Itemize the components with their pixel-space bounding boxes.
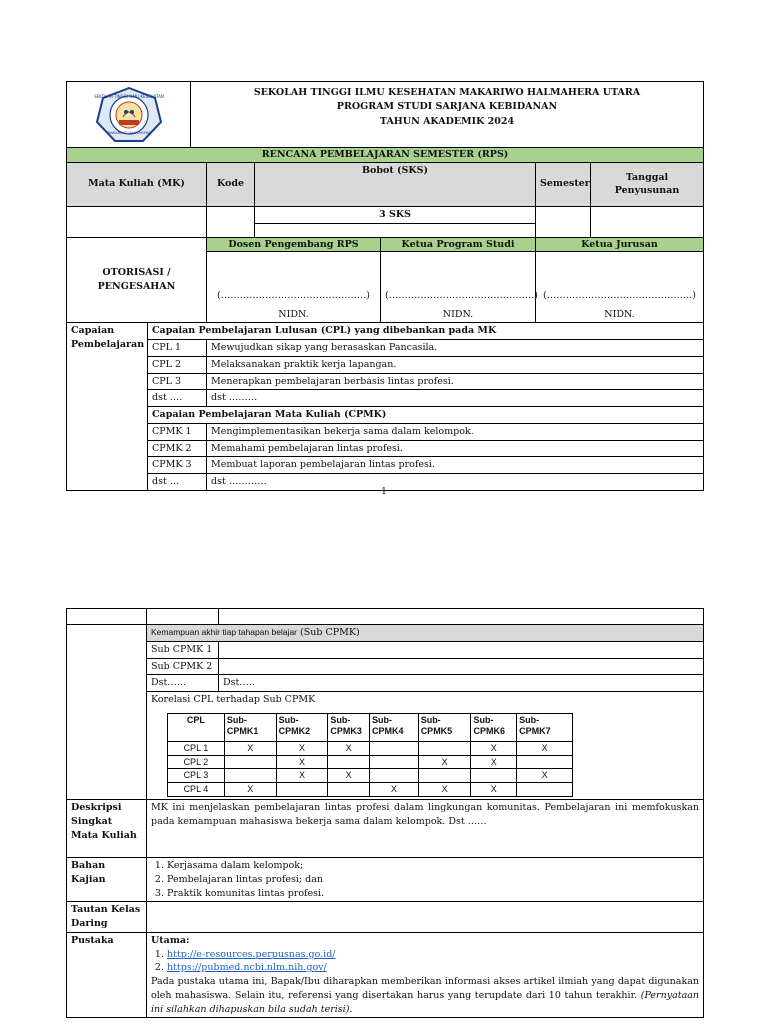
matrix-mark bbox=[369, 755, 418, 769]
kajur-header: Ketua Jurusan bbox=[536, 237, 704, 252]
matrix-mark bbox=[471, 769, 517, 783]
matrix-mark bbox=[276, 783, 328, 797]
empty-cell bbox=[219, 609, 704, 625]
matrix-row bbox=[168, 783, 573, 797]
matrix-mark: X bbox=[517, 769, 573, 783]
matrix-mark: X bbox=[418, 783, 471, 797]
cpmk-header: Capaian Pembelajaran Mata Kuliah (CPMK) bbox=[148, 407, 704, 424]
empty-cell bbox=[67, 609, 147, 625]
dosen-signature[interactable] bbox=[207, 252, 381, 323]
matrix-mark: X bbox=[328, 769, 370, 783]
pustaka-utama: Utama: bbox=[151, 934, 190, 946]
logo-cell bbox=[67, 82, 191, 148]
semester-value[interactable] bbox=[536, 206, 591, 237]
matrix-header: CPL bbox=[168, 713, 225, 741]
kaprodi-header: Ketua Program Studi bbox=[381, 237, 536, 252]
matrix-mark bbox=[369, 741, 418, 755]
bahan-item: 3. Praktik komunitas lintas profesi. bbox=[167, 887, 699, 901]
subcpmk-code: Sub CPMK 1 bbox=[147, 641, 219, 658]
bobot-sub-value[interactable] bbox=[255, 223, 536, 237]
bobot-value: 3 SKS bbox=[255, 206, 536, 223]
pustaka-content bbox=[147, 932, 704, 1018]
matrix-mark bbox=[418, 769, 471, 783]
subcpmk-text[interactable] bbox=[219, 658, 704, 675]
cpmk-text: Memahami pembelajaran lintas profesi. bbox=[207, 440, 704, 457]
tanggal-value[interactable] bbox=[591, 206, 704, 237]
col-tanggal: Tanggal Penyusunan bbox=[591, 162, 704, 206]
rps-title: RENCANA PEMBELAJARAN SEMESTER (RPS) bbox=[67, 148, 704, 163]
subcpmk-side-cell bbox=[67, 625, 147, 800]
bahan-kajian-list bbox=[147, 858, 704, 902]
matrix-mark: X bbox=[471, 783, 517, 797]
matrix-mark: X bbox=[224, 783, 276, 797]
cpl-code: CPL 3 bbox=[148, 373, 207, 390]
cpmk-code: CPMK 2 bbox=[148, 440, 207, 457]
matrix-mark bbox=[517, 755, 573, 769]
matrix-header: Sub-CPMK2 bbox=[276, 713, 328, 741]
subcpmk-header-suffix: (Sub CPMK) bbox=[300, 627, 360, 638]
pustaka-note: Pada pustaka utama ini, Bapak/Ibu diharapkan memberikan informasi akses artikel ilmiah yang dapat digunakan oleh mahasiswa. Selain itu, referensi yang disertakan harus yang terupdate dari 10 tahun terakhir. bbox=[151, 976, 699, 1001]
matrix-header: Sub-CPMK3 bbox=[328, 713, 370, 741]
matrix-mark: X bbox=[276, 741, 328, 755]
cpl-text: Mewujudkan sikap yang berasaskan Pancasila. bbox=[207, 340, 704, 357]
institution-logo-icon bbox=[93, 86, 165, 144]
matrix-mark: X bbox=[418, 755, 471, 769]
pustaka-note-italic: (Pernyataan ini silahkan dihapuskan bila sudah terisi). bbox=[151, 989, 699, 1015]
cpmk-text: Mengimplementasikan bekerja sama dalam kelompok. bbox=[207, 423, 704, 440]
deskripsi-text: MK ini menjelaskan pembelajaran lintas profesi dalam lingkungan komunitas. Pembelajaran ini memfokuskan pada kemampuan mahasiswa bekerja sama dalam kelompok. Dst …… bbox=[147, 800, 704, 858]
nidn-label: NIDN. bbox=[278, 308, 309, 320]
matrix-mark: X bbox=[369, 783, 418, 797]
cpl-header: Capaian Pembelajaran Lulusan (CPL) yang dibebankan pada MK bbox=[148, 323, 704, 340]
cpl-code: dst …. bbox=[148, 390, 207, 407]
matrix-mark: X bbox=[471, 741, 517, 755]
rps-page-2 bbox=[66, 608, 704, 1018]
cpmk-code: CPMK 3 bbox=[148, 457, 207, 474]
dosen-header: Dosen Pengembang RPS bbox=[207, 237, 381, 252]
pustaka-link[interactable]: http://e-resources.perpusnas.go.id/ bbox=[167, 948, 336, 960]
matrix-mark bbox=[224, 769, 276, 783]
nidn-label: NIDN. bbox=[604, 308, 635, 320]
cpl-code: CPL 1 bbox=[148, 340, 207, 357]
korelasi-title: Korelasi CPL terhadap Sub CPMK bbox=[151, 694, 316, 706]
cpl-code: CPL 2 bbox=[148, 356, 207, 373]
matrix-mark: X bbox=[224, 741, 276, 755]
bahan-item: 1. Kerjasama dalam kelompok; bbox=[167, 859, 699, 873]
cpl-text: Melaksanakan praktik kerja lapangan. bbox=[207, 356, 704, 373]
matrix-header: Sub-CPMK6 bbox=[471, 713, 517, 741]
matrix-mark bbox=[328, 783, 370, 797]
academic-year: TAHUN AKADEMIK 2024 bbox=[379, 115, 515, 127]
otorisasi-label: OTORISASI / PENGESAHAN bbox=[67, 237, 207, 323]
col-bobot: Bobot (SKS) bbox=[255, 162, 536, 206]
subcpmk-dst: Dst…… bbox=[147, 675, 219, 692]
subcpmk-code: Sub CPMK 2 bbox=[147, 658, 219, 675]
matrix-row bbox=[168, 769, 573, 783]
matrix-cpl: CPL 1 bbox=[168, 741, 225, 755]
kajur-signature[interactable] bbox=[536, 252, 704, 323]
matrix-cpl: CPL 3 bbox=[168, 769, 225, 783]
bahan-kajian-label: Bahan Kajian bbox=[67, 858, 147, 902]
mk-value[interactable] bbox=[67, 206, 207, 237]
subcpmk-header bbox=[147, 625, 704, 642]
matrix-mark bbox=[418, 741, 471, 755]
cpmk-text: Membuat laporan pembelajaran lintas profesi. bbox=[207, 457, 704, 474]
matrix-mark bbox=[328, 755, 370, 769]
bahan-item: 2. Pembelajaran lintas profesi; dan bbox=[167, 873, 699, 887]
matrix-mark: X bbox=[276, 755, 328, 769]
matrix-mark: X bbox=[517, 741, 573, 755]
matrix-cpl: CPL 4 bbox=[168, 783, 225, 797]
cpmk-text: dst ………… bbox=[207, 474, 704, 491]
capaian-label: Capaian Pembelajaran bbox=[67, 323, 148, 491]
tautan-value[interactable] bbox=[147, 902, 704, 933]
logo-center-text: MAKARIWO HALMAHERA bbox=[107, 131, 150, 135]
matrix-row bbox=[168, 741, 573, 755]
institution-header bbox=[191, 82, 704, 148]
cpl-text: dst ……… bbox=[207, 390, 704, 407]
tautan-label: Tautan Kelas Daring bbox=[67, 902, 147, 933]
kode-value[interactable] bbox=[207, 206, 255, 237]
col-kode: Kode bbox=[207, 162, 255, 206]
matrix-header: Sub-CPMK5 bbox=[418, 713, 471, 741]
subcpmk-dst-text: Dst….. bbox=[219, 675, 704, 692]
empty-cell bbox=[147, 609, 219, 625]
col-semester: Semester bbox=[536, 162, 591, 206]
matrix-row bbox=[168, 755, 573, 769]
pustaka-link[interactable]: https://pubmed.ncbi.nlm.nih.gov/ bbox=[167, 962, 327, 974]
kaprodi-signature[interactable] bbox=[381, 252, 536, 323]
subcpmk-text[interactable] bbox=[219, 641, 704, 658]
cpmk-code: dst … bbox=[148, 474, 207, 491]
korelasi-cell bbox=[147, 692, 704, 800]
program-name: PROGRAM STUDI SARJANA KEBIDANAN bbox=[336, 101, 558, 113]
cpl-text: Menerapkan pembelajaran berbasis lintas profesi. bbox=[207, 373, 704, 390]
subcpmk-header-main: Kemampuan akhir tiap tahapan belajar bbox=[151, 627, 298, 637]
korelasi-matrix bbox=[167, 713, 573, 797]
signature-line: (……………………………………….) bbox=[217, 289, 370, 301]
matrix-mark bbox=[224, 755, 276, 769]
deskripsi-label: Deskripsi Singkat Mata Kuliah bbox=[67, 800, 147, 858]
matrix-cpl: CPL 2 bbox=[168, 755, 225, 769]
matrix-mark bbox=[369, 769, 418, 783]
nidn-label: NIDN. bbox=[442, 308, 474, 320]
page-number: 1 bbox=[381, 487, 387, 497]
matrix-mark: X bbox=[328, 741, 370, 755]
signature-line: (……………………………………….) bbox=[543, 289, 696, 301]
matrix-header: Sub-CPMK7 bbox=[517, 713, 573, 741]
cpmk-code: CPMK 1 bbox=[148, 423, 207, 440]
logo-ring-text: SEKOLAH TINGGI ILMU KESEHATAN bbox=[93, 94, 164, 99]
rps-page-1 bbox=[66, 81, 704, 491]
matrix-mark bbox=[517, 783, 573, 797]
matrix-header: Sub-CPMK4 bbox=[369, 713, 418, 741]
pustaka-label: Pustaka bbox=[67, 932, 147, 1018]
signature-line: (……………………………………….) bbox=[385, 289, 538, 301]
col-mata-kuliah: Mata Kuliah (MK) bbox=[67, 162, 207, 206]
matrix-mark: X bbox=[471, 755, 517, 769]
institution-name: SEKOLAH TINGGI ILMU KESEHATAN MAKARIWO HALMAHERA UTARA bbox=[253, 87, 641, 98]
matrix-header: Sub-CPMK1 bbox=[224, 713, 276, 741]
matrix-mark: X bbox=[276, 769, 328, 783]
